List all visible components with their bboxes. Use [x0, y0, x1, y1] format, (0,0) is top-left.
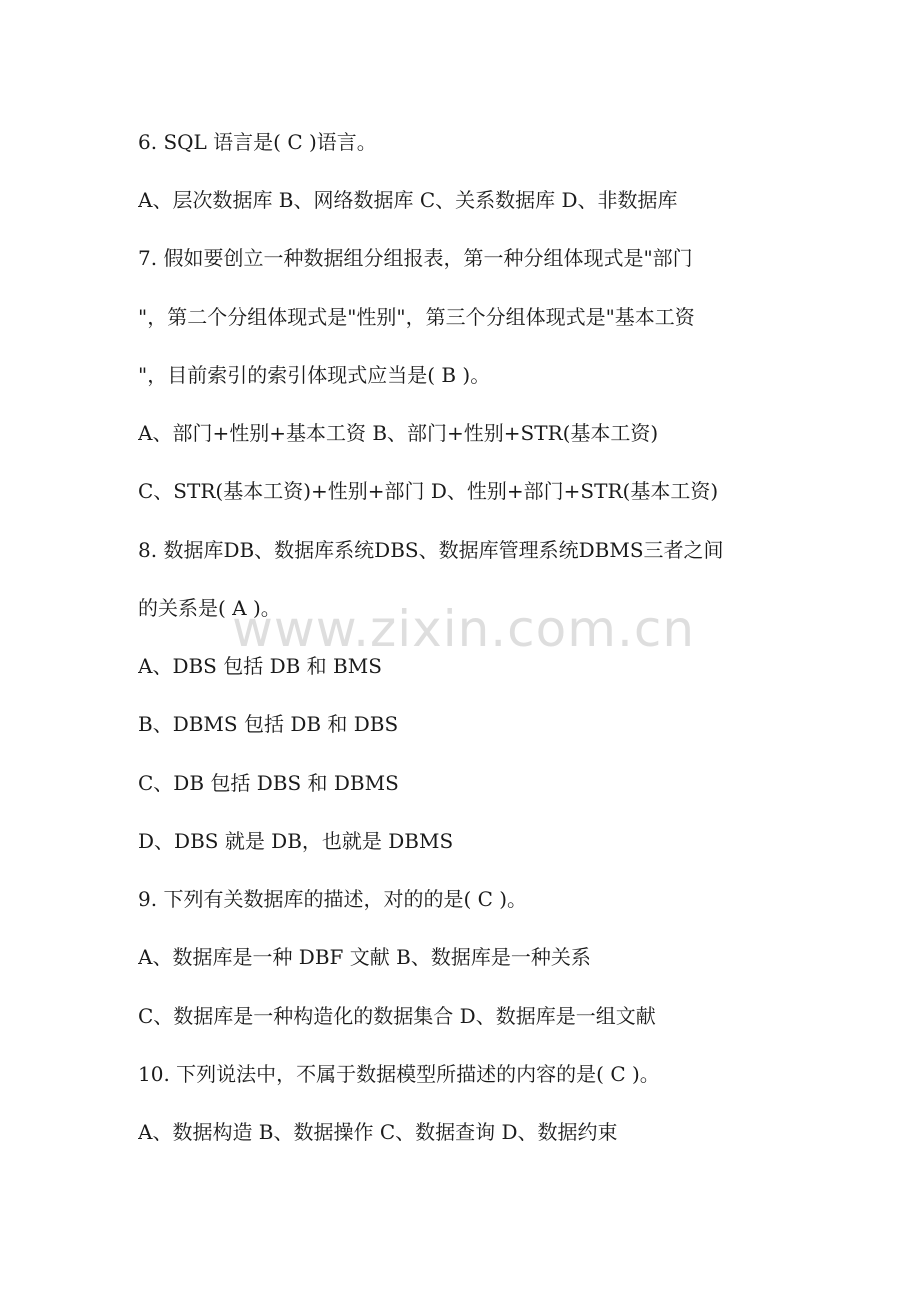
question-8-option-c: C、DB 包括 DBS 和 DBMS	[138, 771, 399, 795]
watermark: www.zixin.com.cn	[232, 600, 696, 658]
question-7-line-2: "，第二个分组体现式是"性别"，第三个分组体现式是"基本工资	[138, 305, 695, 329]
question-6-options: A、层次数据库 B、网络数据库 C、关系数据库 D、非数据库	[138, 188, 678, 212]
question-7-options-ab: A、部门+性别+基本工资 B、部门+性别+STR(基本工资)	[138, 421, 659, 445]
question-8-option-d: D、DBS 就是 DB，也就是 DBMS	[138, 829, 454, 853]
question-10-options: A、数据构造 B、数据操作 C、数据查询 D、数据约束	[138, 1120, 618, 1144]
question-7-line-3: "，目前索引的索引体现式应当是( B )。	[138, 363, 491, 387]
question-6: 6. SQL 语言是( C )语言。	[138, 130, 377, 154]
question-8-option-a: A、DBS 包括 DB 和 BMS	[138, 654, 382, 678]
question-9-options-cd: C、数据库是一种构造化的数据集合 D、数据库是一组文献	[138, 1004, 656, 1028]
question-10: 10. 下列说法中，不属于数据模型所描述的内容的是( C )。	[138, 1062, 660, 1086]
question-8-line-1: 8. 数据库DB、数据库系统DBS、数据库管理系统DBMS三者之间	[138, 538, 724, 562]
question-9: 9. 下列有关数据库的描述，对的的是( C )。	[138, 887, 528, 911]
question-9-options-ab: A、数据库是一种 DBF 文献 B、数据库是一种关系	[138, 945, 591, 969]
question-8-line-2: 的关系是( A )。	[138, 596, 281, 620]
question-7-options-cd: C、STR(基本工资)+性别+部门 D、性别+部门+STR(基本工资)	[138, 479, 719, 503]
question-7-line-1: 7. 假如要创立一种数据组分组报表，第一种分组体现式是"部门	[138, 246, 693, 270]
question-8-option-b: B、DBMS 包括 DB 和 DBS	[138, 712, 399, 736]
